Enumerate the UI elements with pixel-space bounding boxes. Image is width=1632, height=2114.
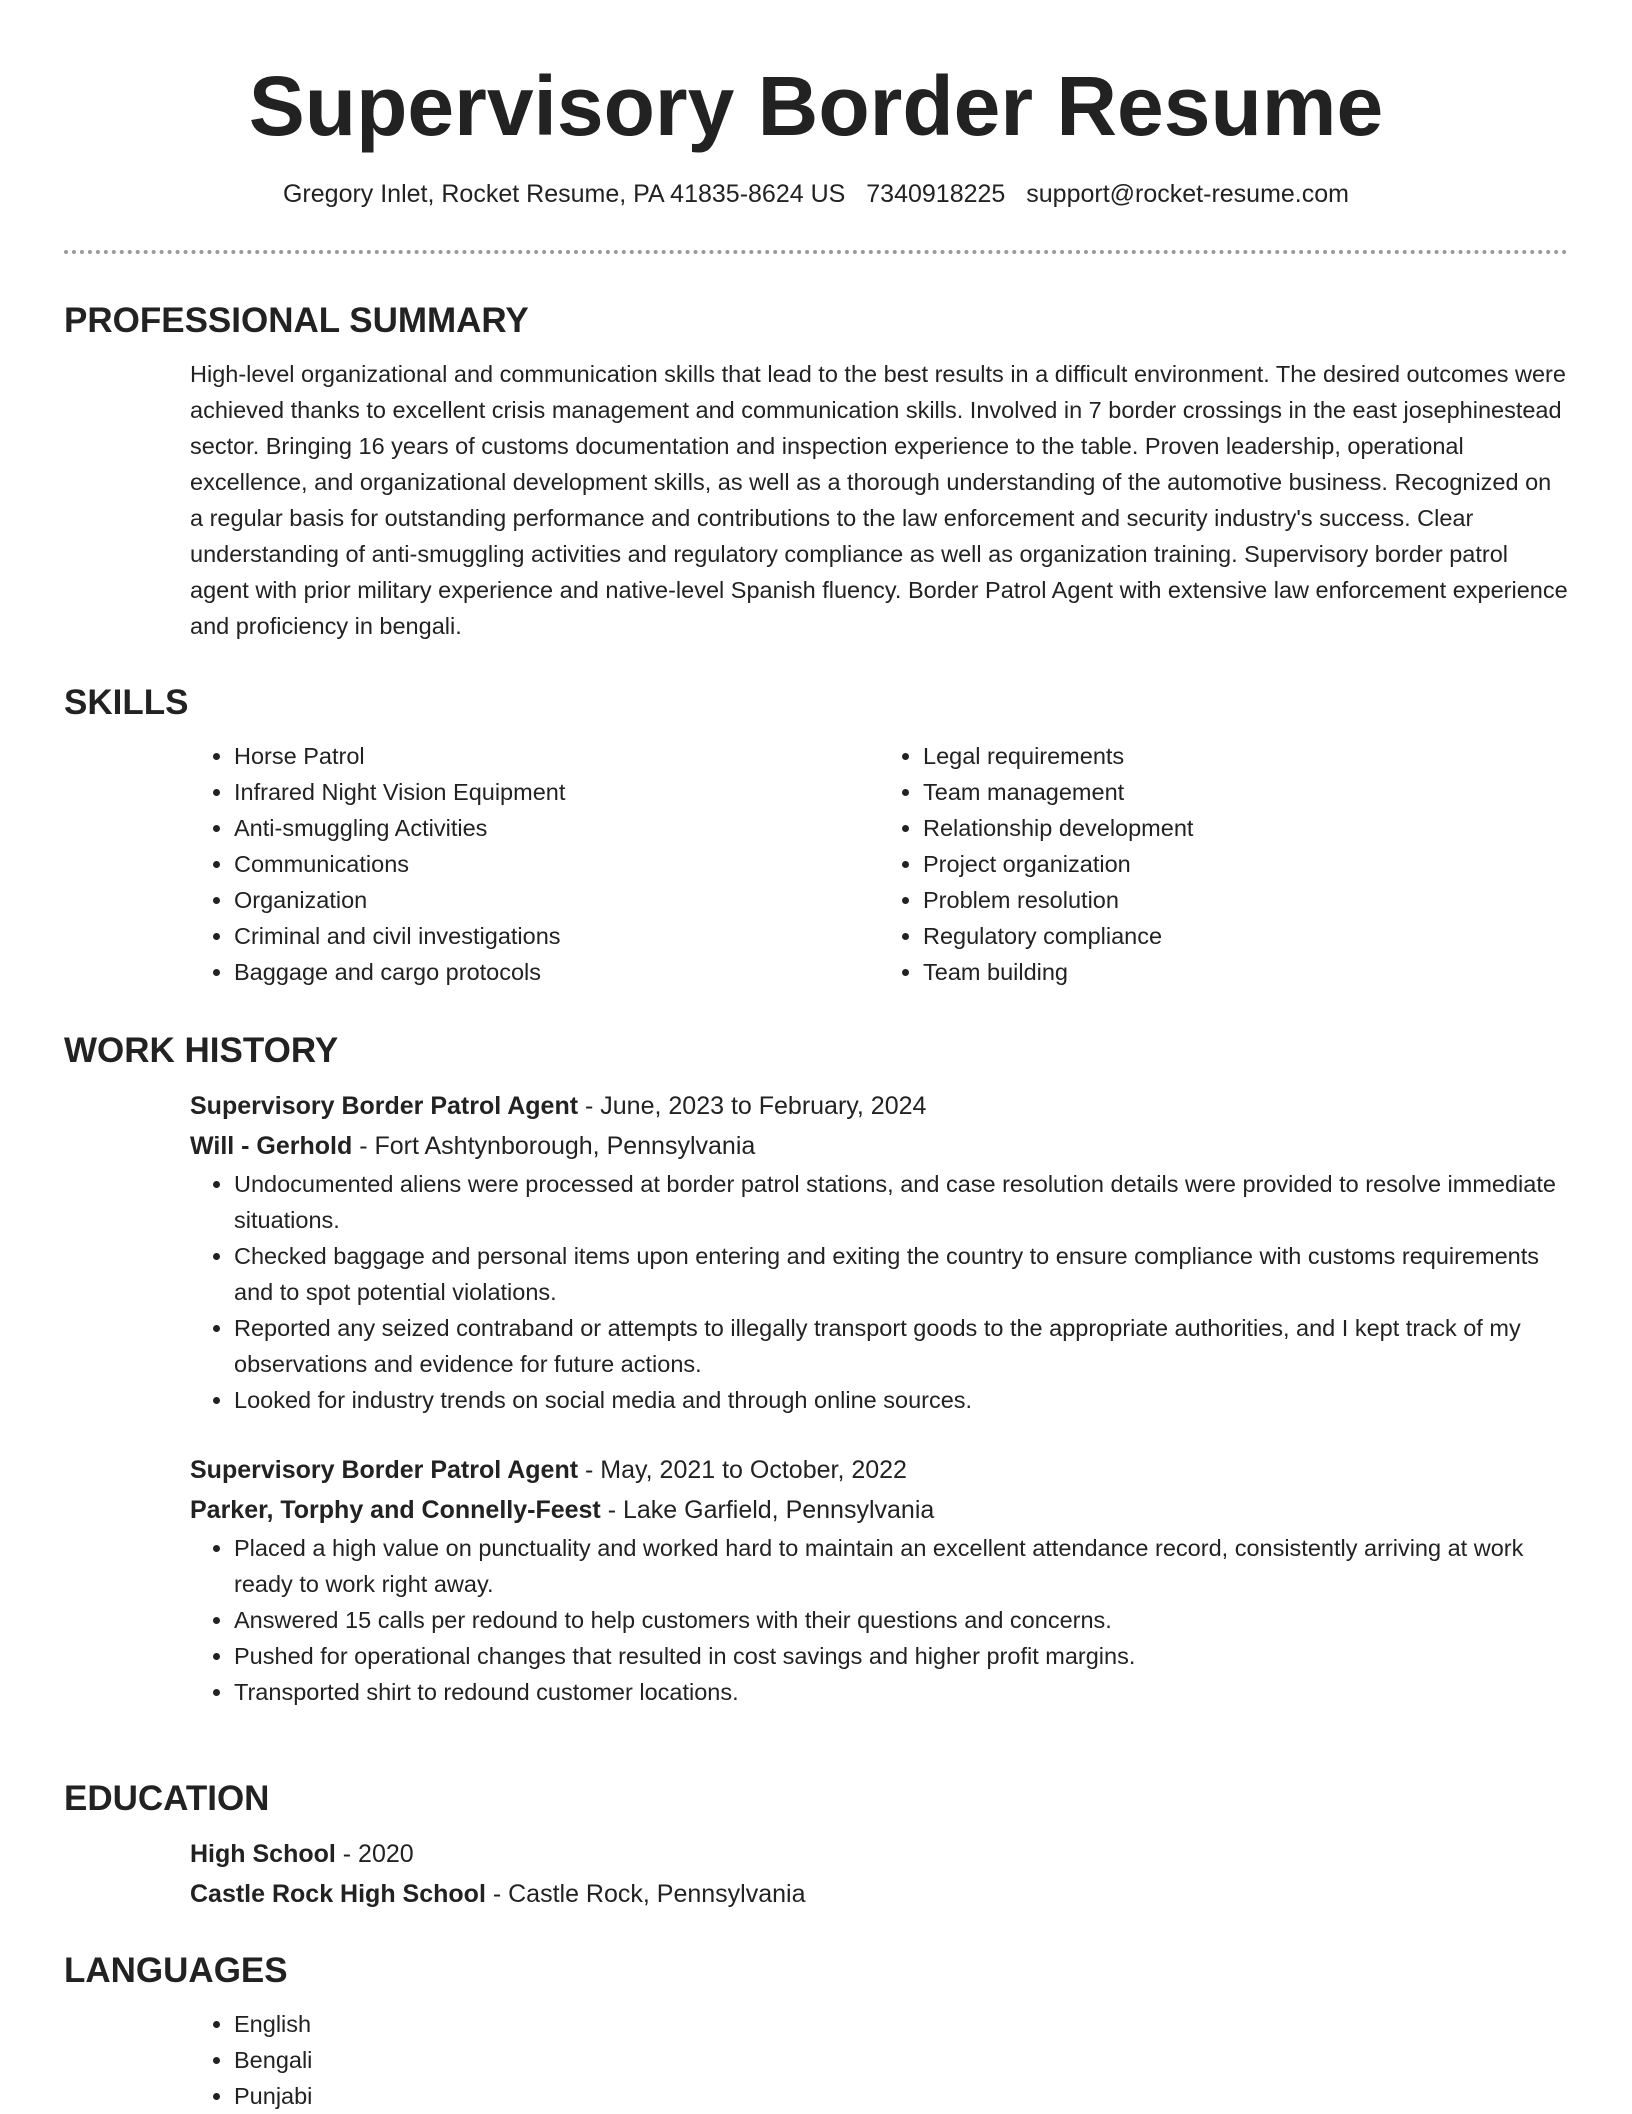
job-role: Supervisory Border Patrol Agent <box>190 1456 579 1484</box>
skills-section <box>64 682 1568 990</box>
education-location: - Castle Rock, Pennsylvania <box>485 1880 806 1908</box>
summary-section <box>64 300 1568 644</box>
language-item: • English <box>234 2006 1568 2042</box>
language-item: • Punjabi <box>234 2078 1568 2114</box>
skill-item: • Infrared Night Vision Equipment <box>234 774 879 810</box>
skill-item: • Relationship development <box>923 810 1568 846</box>
skill-item: • Horse Patrol <box>234 738 879 774</box>
languages-list <box>190 2006 1568 2114</box>
education-year: - 2020 <box>335 1840 414 1868</box>
job-dates: - June, 2023 to February, 2024 <box>578 1092 927 1120</box>
education-degree-line <box>190 1834 1568 1874</box>
job-company: Parker, Torphy and Connelly-Feest <box>190 1496 601 1524</box>
skill-item: • Regulatory compliance <box>923 918 1568 954</box>
job-duty: • Transported shirt to redound customer locations. <box>234 1674 1568 1710</box>
job-duty: • Reported any seized contraband or attempts to illegally transport goods to the appropriate authorities, and I kept track of my observations and evidence for future actions. <box>234 1310 1568 1382</box>
education-school: Castle Rock High School <box>190 1880 486 1908</box>
contact-phone: 7340918225 <box>866 180 1006 208</box>
job-company-line <box>190 1490 1568 1530</box>
job-entry <box>190 1450 1568 1710</box>
skill-item: • Team management <box>923 774 1568 810</box>
contact-line <box>0 178 1632 210</box>
skill-item: • Criminal and civil investigations <box>234 918 879 954</box>
skills-list-right <box>879 738 1568 990</box>
contact-email: support@rocket-resume.com <box>1026 180 1349 208</box>
job-entry <box>190 1086 1568 1418</box>
skill-item: • Organization <box>234 882 879 918</box>
skills-title: SKILLS <box>64 683 189 722</box>
work-history-section <box>64 1030 1568 1710</box>
language-item: • Bengali <box>234 2042 1568 2078</box>
languages-section <box>64 1950 1568 2114</box>
work-history-title: WORK HISTORY <box>64 1031 339 1070</box>
education-degree: High School <box>190 1840 336 1868</box>
job-role-line <box>190 1450 1568 1490</box>
summary-text: High-level organizational and communication skills that lead to the best results in a difficult environment. The desired outcomes were achieved thanks to excellent crisis management and communication skills. Involved in 7 border crossings in the east josephinestead sector. Bringing 16 years of customs documentation and inspection experience to the table. Proven leadership, operational excellence, and organizational development skills, as well as a thorough understanding of the automotive business. Recognized on a regular basis for outstanding performance and contributions to the law enforcement and security industry's success. Clear understanding of anti-smuggling activities and regulatory compliance as well as organization training. Supervisory border patrol agent with prior military experience and native-level Spanish fluency. Border Patrol Agent with extensive law enforcement experience and proficiency in bengali. <box>190 361 1568 639</box>
job-dates: - May, 2021 to October, 2022 <box>578 1456 907 1484</box>
job-duty: • Placed a high value on punctuality and worked hard to maintain an excellent attendance record, consistently arriving at work ready to work right away. <box>234 1530 1568 1602</box>
job-duty: • Pushed for operational changes that resulted in cost savings and higher profit margins. <box>234 1638 1568 1674</box>
languages-title: LANGUAGES <box>64 1951 288 1990</box>
job-role-line <box>190 1086 1568 1126</box>
job-location: - Fort Ashtynborough, Pennsylvania <box>352 1132 756 1160</box>
education-title: EDUCATION <box>64 1779 270 1818</box>
skill-item: • Communications <box>234 846 879 882</box>
skill-item: • Problem resolution <box>923 882 1568 918</box>
header-divider <box>64 250 1568 254</box>
skill-item: • Team building <box>923 954 1568 990</box>
summary-title: PROFESSIONAL SUMMARY <box>64 301 529 340</box>
education-section <box>64 1778 1568 1914</box>
job-company-line <box>190 1126 1568 1166</box>
skills-grid <box>190 738 1568 990</box>
job-duty: • Undocumented aliens were processed at border patrol stations, and case resolution details were provided to resolve immediate situations. <box>234 1166 1568 1238</box>
job-duty: • Looked for industry trends on social media and through online sources. <box>234 1382 1568 1418</box>
resume-name: Supervisory Border Resume <box>248 59 1384 153</box>
job-duty: • Answered 15 calls per redound to help customers with their questions and concerns. <box>234 1602 1568 1638</box>
education-school-line <box>190 1874 1568 1914</box>
job-duties <box>190 1530 1568 1710</box>
skill-item: • Legal requirements <box>923 738 1568 774</box>
job-duty: • Checked baggage and personal items upon entering and exiting the country to ensure compliance with customs requirements and to spot potential violations. <box>234 1238 1568 1310</box>
contact-address: Gregory Inlet, Rocket Resume, PA 41835-8624 US <box>282 180 846 208</box>
skill-item: • Anti-smuggling Activities <box>234 810 879 846</box>
job-role: Supervisory Border Patrol Agent <box>190 1092 579 1120</box>
job-company: Will - Gerhold <box>190 1132 353 1160</box>
job-duties <box>190 1166 1568 1418</box>
job-location: - Lake Garfield, Pennsylvania <box>600 1496 935 1524</box>
skill-item: • Baggage and cargo protocols <box>234 954 879 990</box>
skills-list-left <box>190 738 879 990</box>
skill-item: • Project organization <box>923 846 1568 882</box>
